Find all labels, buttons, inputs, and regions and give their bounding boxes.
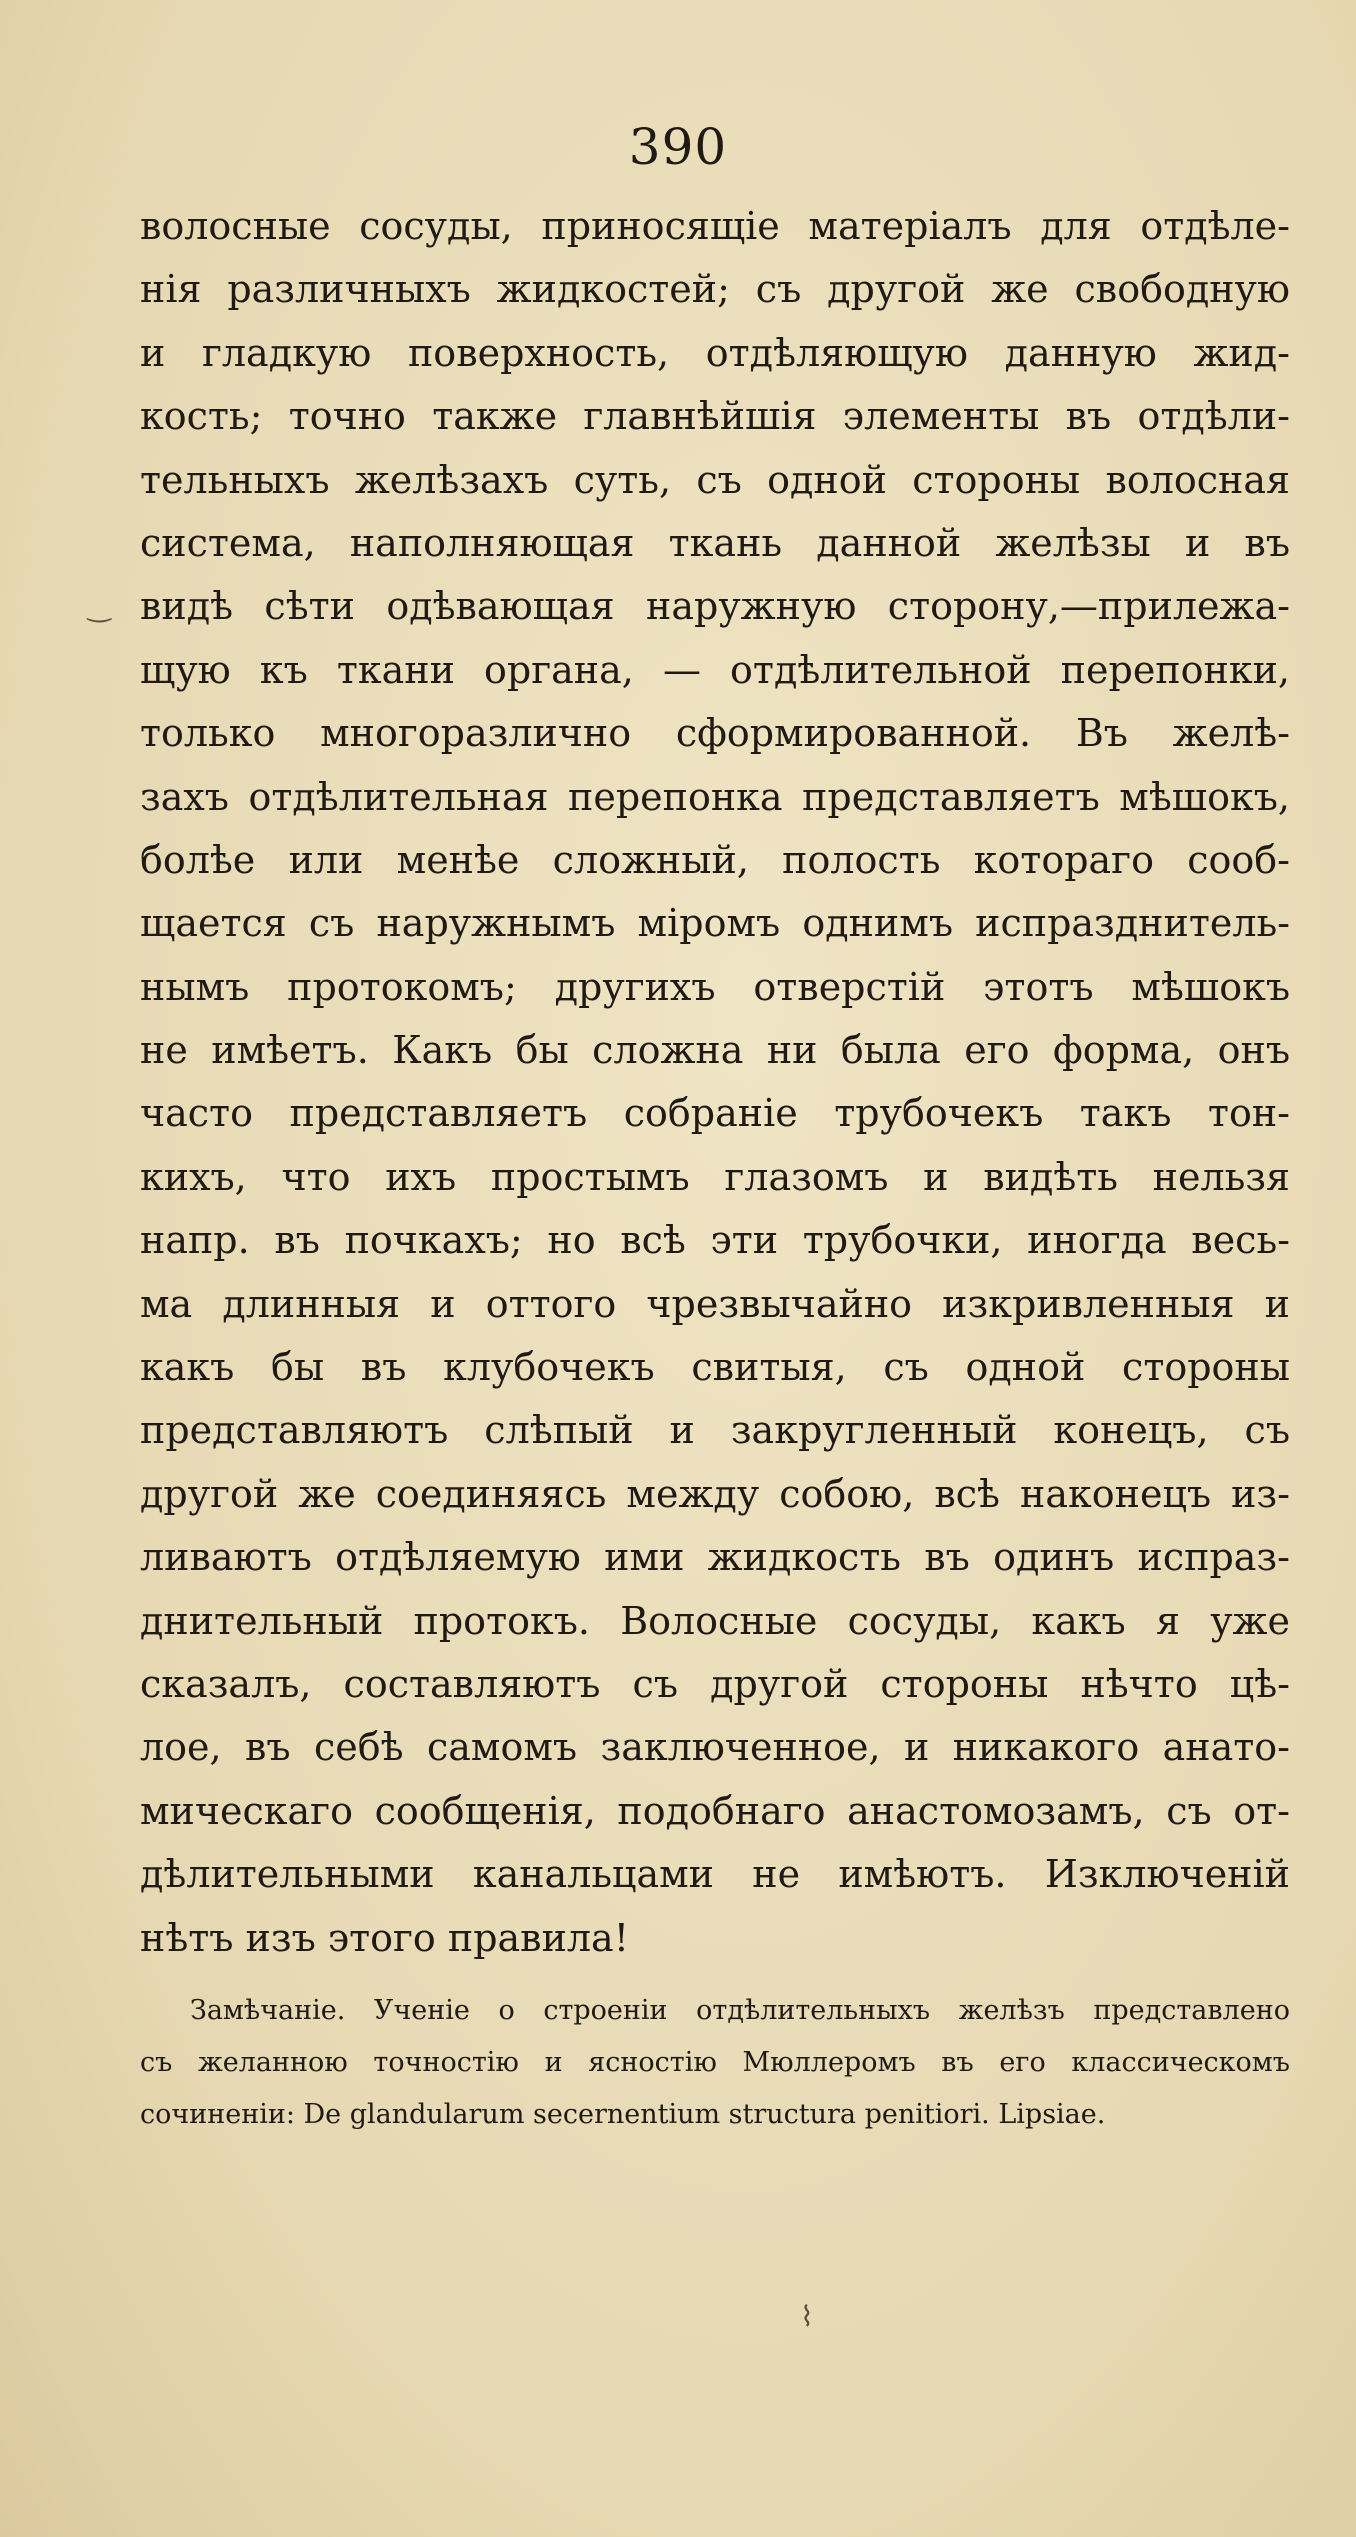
body-text xyxy=(140,195,1290,1970)
text-line: болѣе или менѣе сложный, полость котораго сооб- xyxy=(140,837,1290,882)
text-line: нымъ протокомъ; другихъ отверстій этотъ мѣшокъ xyxy=(140,964,1290,1009)
text-line: и гладкую поверхность, отдѣляющую данную жид- xyxy=(140,330,1290,375)
margin-mark: ‿ xyxy=(88,590,111,623)
text-line: система, наполняющая ткань данной желѣзы и въ xyxy=(140,520,1290,565)
text-line: напр. въ почкахъ; но всѣ эти трубочки, иногда весь- xyxy=(140,1218,1290,1263)
text-line: мическаго сообщенія, подобнаго анастомозамъ, съ от- xyxy=(140,1788,1290,1833)
footnote-line: Замѣчаніе. Ученіе о строеніи отдѣлительныхъ желѣзъ представлено xyxy=(190,1995,1290,2026)
text-line: дѣлительными канальцами не имѣютъ. Изключеній xyxy=(140,1852,1290,1897)
text-line: щую къ ткани органа, — отдѣлительной перепонки, xyxy=(140,647,1290,692)
text-line: часто представляетъ собраніе трубочекъ такъ тон- xyxy=(140,1091,1290,1136)
text-line: щается съ наружнымъ міромъ однимъ испразднитель- xyxy=(140,901,1290,946)
text-line: только многоразлично сформированной. Въ желѣ- xyxy=(140,711,1290,756)
text-line: кость; точно также главнѣйшія элементы въ отдѣли- xyxy=(140,394,1290,439)
text-line: днительный протокъ. Волосные сосуды, какъ я уже xyxy=(140,1598,1290,1643)
footnote-line: съ желанною точностію и ясностію Мюллеромъ въ его классическомъ xyxy=(140,2047,1290,2078)
text-line: захъ отдѣлительная перепонка представляетъ мѣшокъ, xyxy=(140,774,1290,819)
footnote xyxy=(140,1985,1290,2141)
text-line: ма длинныя и оттого чрезвычайно изкривленныя и xyxy=(140,1281,1290,1326)
text-line: ливаютъ отдѣляемую ими жидкость въ одинъ испраз- xyxy=(140,1535,1290,1580)
text-line: сказалъ, составляютъ съ другой стороны нѣчто цѣ- xyxy=(140,1661,1290,1706)
text-line: другой же соединяясь между собою, всѣ наконецъ из- xyxy=(140,1471,1290,1516)
text-line: нія различныхъ жидкостей; съ другой же свободную xyxy=(140,267,1290,312)
text-line: лое, въ себѣ самомъ заключенное, и никакого анато- xyxy=(140,1725,1290,1770)
text-line: тельныхъ желѣзахъ суть, съ одной стороны волосная xyxy=(140,457,1290,502)
footnote-line: сочиненіи: De glandularum secernentium structura penitiori. Lipsiae. xyxy=(140,2099,1106,2130)
text-line: какъ бы въ клубочекъ свитыя, съ одной стороны xyxy=(140,1345,1290,1390)
text-line: нѣтъ изъ этого правила! xyxy=(140,1915,629,1960)
text-line: кихъ, что ихъ простымъ глазомъ и видѣть нельзя xyxy=(140,1154,1290,1199)
text-line: видѣ сѣти одѣвающая наружную сторону,—прилежа- xyxy=(140,584,1290,629)
stain-mark: ⌇ xyxy=(800,2300,814,2333)
text-line: волосные сосуды, приносящіе матеріалъ для отдѣле- xyxy=(140,204,1290,248)
page-number: 390 xyxy=(628,118,728,176)
text-line: не имѣетъ. Какъ бы сложна ни была его форма, онъ xyxy=(140,1028,1290,1073)
text-line: представляютъ слѣпый и закругленный конецъ, съ xyxy=(140,1408,1290,1453)
